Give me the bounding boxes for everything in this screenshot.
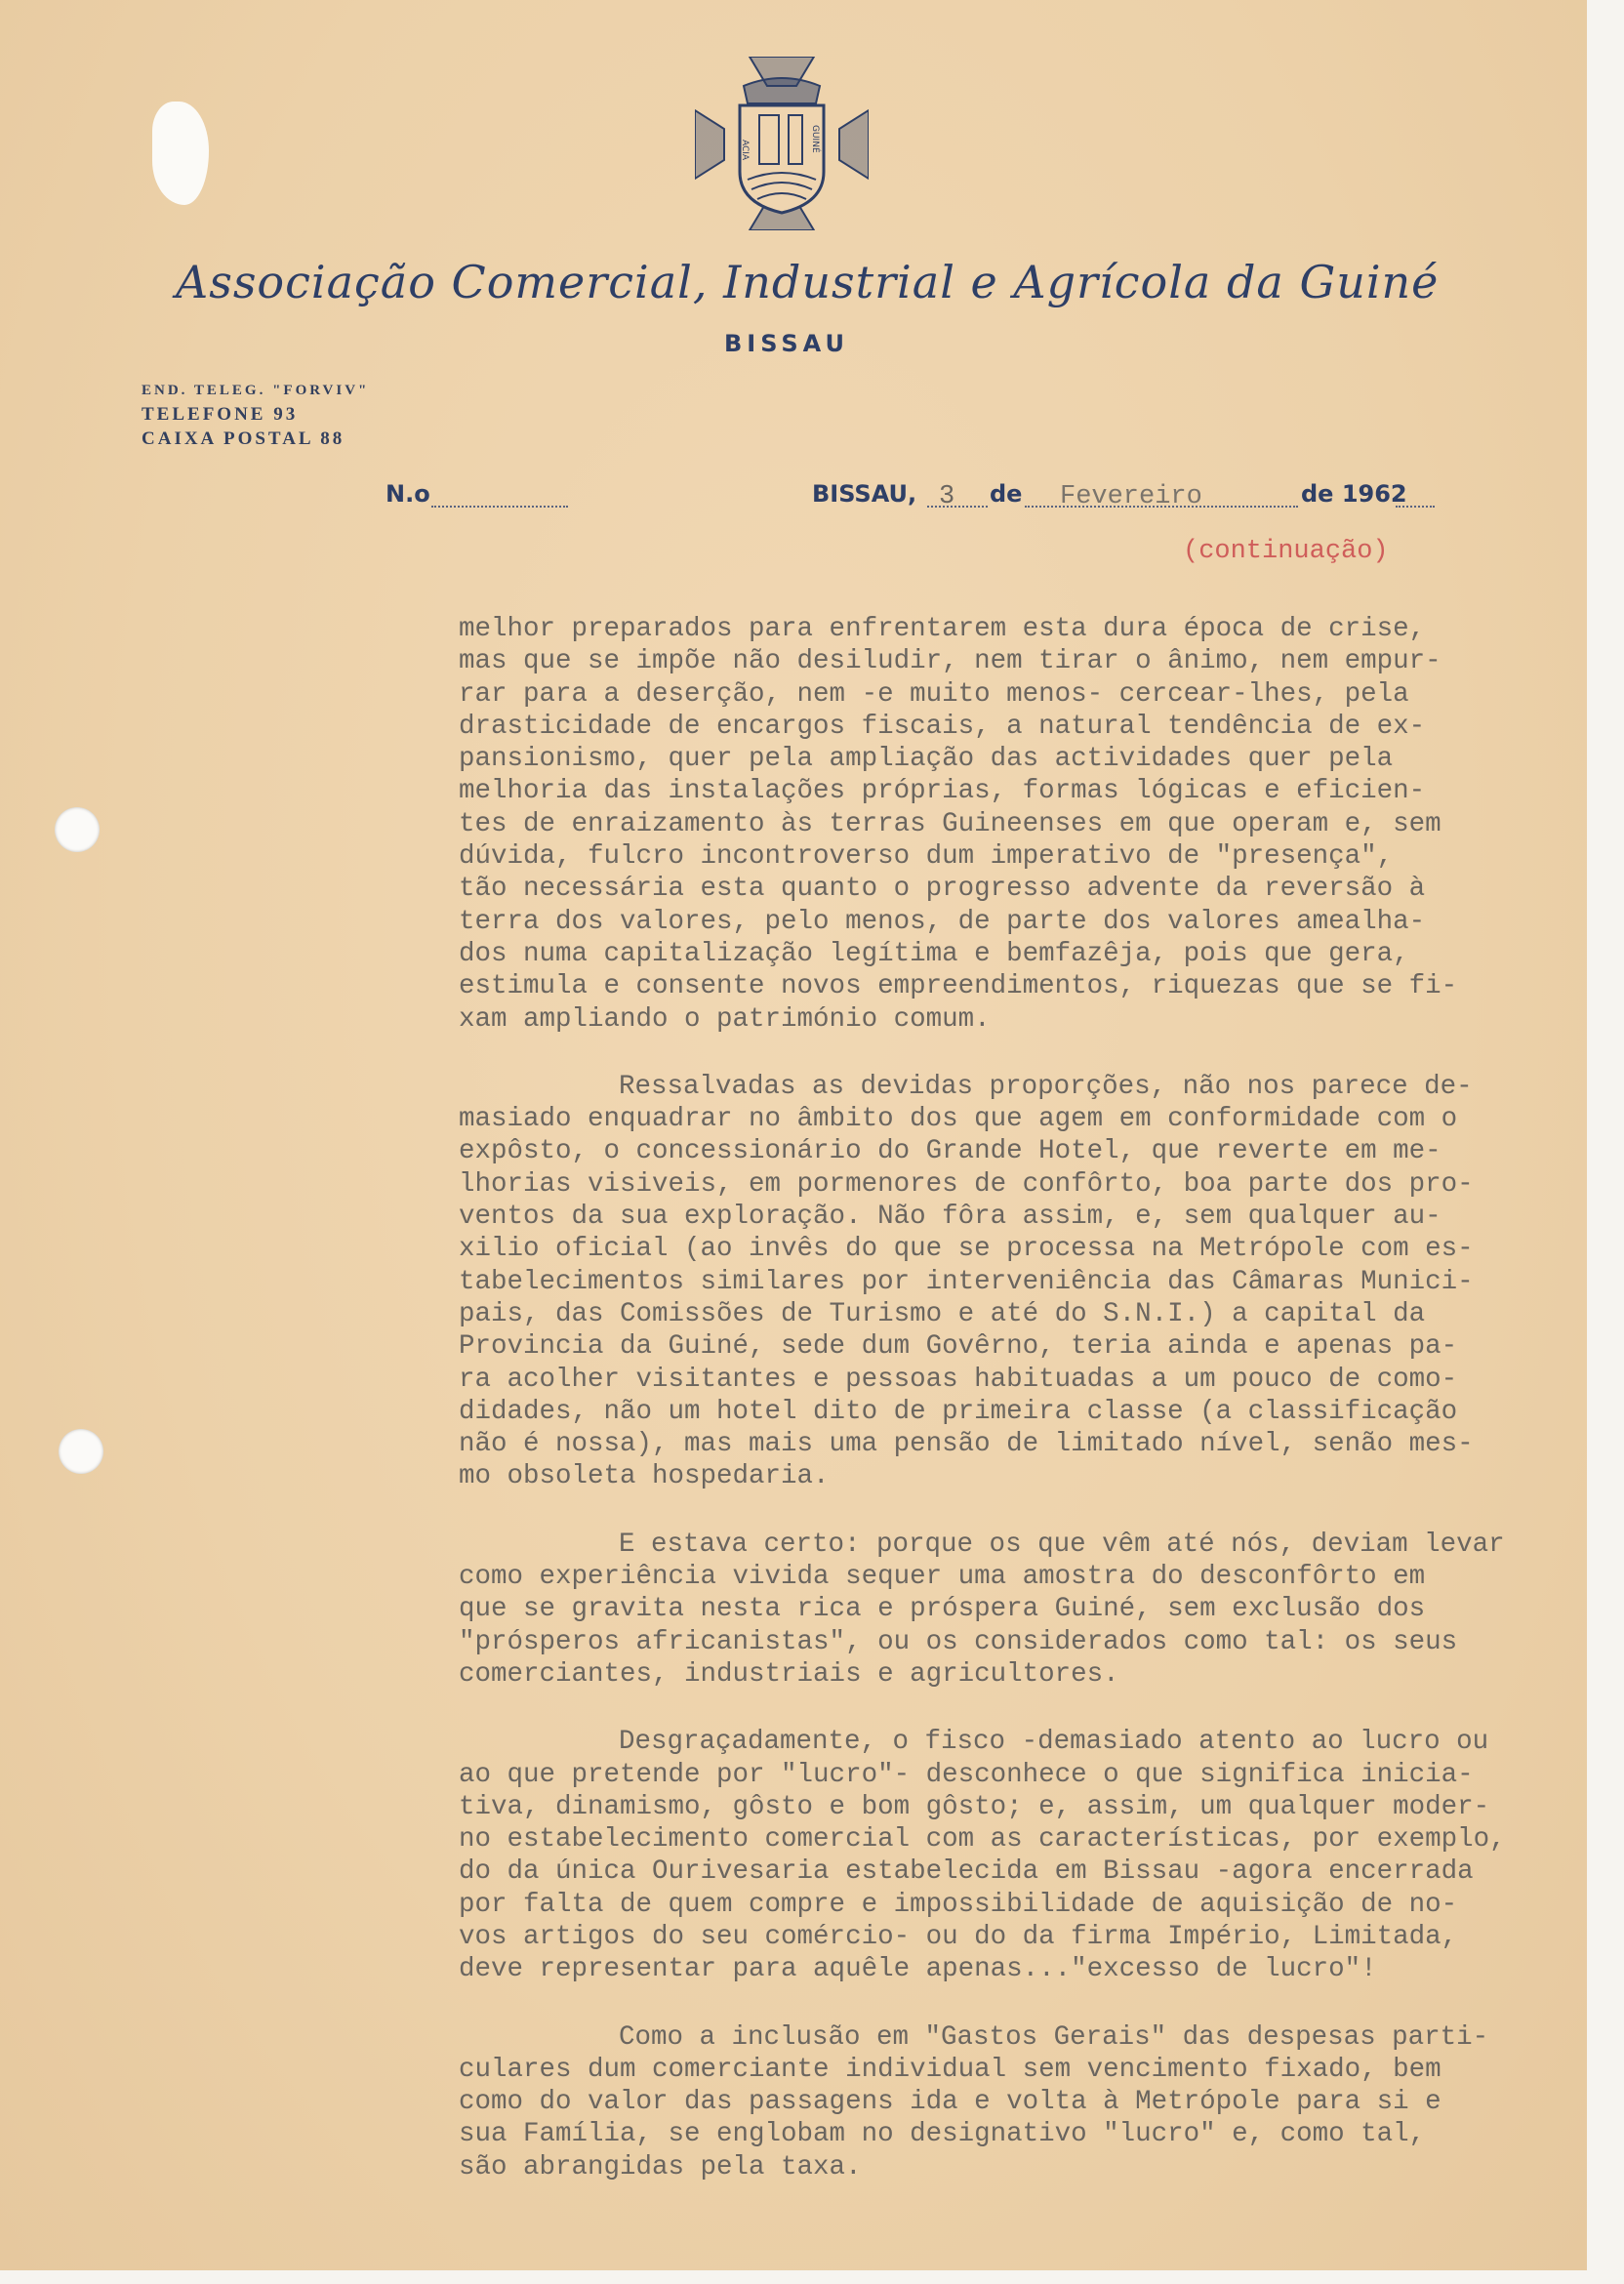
text-line: tão necessária esta quanto o progresso advente da reversão à xyxy=(459,874,1426,905)
text-line: "prósperos africanistas", ou os considerados como tal: os seus xyxy=(459,1626,1458,1657)
continuation-stamp: (continuação) xyxy=(1183,537,1389,566)
text-line: ao que pretende por "lucro"- desconhece o que significa inicia- xyxy=(459,1759,1474,1790)
text-line: do da única Ourivesaria estabelecida em Bissau -agora encerrada xyxy=(459,1856,1474,1888)
letter-body xyxy=(459,613,1581,2219)
date-month-line xyxy=(1025,506,1298,508)
text-line: como experiência vivida sequer uma amostra do desconfôrto em xyxy=(459,1562,1426,1593)
text-line: expôsto, o concessionário do Grande Hotel, que reverte em me- xyxy=(459,1136,1441,1167)
punch-hole-bottom xyxy=(59,1429,103,1474)
text-line: E estava certo: porque os que vêm até nós, deviam levar xyxy=(619,1529,1505,1560)
telephone: TELEFONE 93 xyxy=(142,404,299,425)
text-line: terra dos valores, pelo menos, de parte dos valores amealha- xyxy=(459,906,1426,937)
scan-margin-right xyxy=(1587,0,1624,2284)
telegraph-address: END. TELEG. "FORVIV" xyxy=(142,383,370,398)
text-line: dúvida, fulcro incontroverso dum imperativo de "presença", xyxy=(459,841,1394,873)
text-line: por falta de quem compre e impossibilidade de aquisição de no- xyxy=(459,1889,1458,1920)
text-line: são abrangidas pela taxa. xyxy=(459,2151,862,2182)
text-line: melhoria das instalações próprias, formas lógicas e eficien- xyxy=(459,776,1426,807)
text-line: sua Família, se englobam no designativo "lucro" e, como tal, xyxy=(459,2119,1426,2150)
reference-number-label: N.o xyxy=(386,480,430,508)
text-line: no estabelecimento comercial com as características, por exemplo, xyxy=(459,1824,1506,1856)
text-line: mo obsoleta hospedaria. xyxy=(459,1461,830,1492)
paragraph xyxy=(459,1529,1581,1691)
date-city: BISSAU, xyxy=(812,480,917,508)
po-box: CAIXA POSTAL 88 xyxy=(142,428,345,449)
text-line: melhor preparados para enfrentarem esta dura época de crise, xyxy=(459,614,1426,644)
text-line: estimula e consente novos empreendimentos, riquezas que se fi- xyxy=(459,971,1458,1002)
date-year-line xyxy=(1396,506,1435,508)
text-line: Provincia da Guiné, sede dum Govêrno, teria ainda e apenas pa- xyxy=(459,1331,1458,1363)
text-line: rar para a deserção, nem -e muito menos- cercear-lhes, pela xyxy=(459,678,1409,710)
text-line: pais, das Comissões de Turismo e até do S.N.I.) a capital da xyxy=(459,1298,1426,1329)
date-day-line xyxy=(927,506,988,508)
text-line: não é nossa), mas mais uma pensão de limitado nível, senão mes- xyxy=(459,1429,1474,1460)
text-line: didades, não um hotel dito de primeira classe (a classificação xyxy=(459,1396,1458,1427)
text-line: que se gravita nesta rica e próspera Guiné, sem exclusão dos xyxy=(459,1594,1426,1625)
text-line: xam ampliando o património comum. xyxy=(459,1003,991,1035)
crest-text-right: GUINÉ xyxy=(810,125,820,153)
text-line: xilio oficial (ao invês do que se processa na Metrópole com es- xyxy=(459,1234,1474,1265)
date-day: 3 xyxy=(939,482,955,511)
organization-name: Associação Comercial, Industrial e Agrícola da Guiné xyxy=(176,256,1440,308)
text-line: pansionismo, quer pela ampliação das actividades quer pela xyxy=(459,744,1394,775)
paragraph xyxy=(459,1071,1581,1493)
text-line: drasticidade de encargos fiscais, a natural tendência de ex- xyxy=(459,711,1426,742)
date-month: Fevereiro xyxy=(1060,482,1202,511)
text-line: ra acolher visitantes e pessoas habituadas a um pouco de como- xyxy=(459,1364,1458,1395)
text-line: masiado enquadrar no âmbito dos que agem em conformidade com o xyxy=(459,1104,1458,1135)
text-line: como do valor das passagens ida e volta à Metrópole para si e xyxy=(459,2087,1441,2118)
text-line: Desgraçadamente, o fisco -demasiado atento ao lucro ou xyxy=(619,1727,1489,1758)
text-line: mas que se impõe não desiludir, nem tirar o ânimo, nem empur- xyxy=(459,646,1441,677)
text-line: tiva, dinamismo, gôsto e bom gôsto; e, assim, um qualquer moder- xyxy=(459,1791,1490,1822)
paragraph xyxy=(459,613,1581,1036)
text-line: Ressalvadas as devidas proporções, não nos parece de- xyxy=(619,1071,1473,1102)
text-line: culares dum comerciante individual sem vencimento fixado, bem xyxy=(459,2054,1441,2085)
letterhead-city: BISSAU xyxy=(723,330,850,357)
text-line: ventos da sua exploração. Não fôra assim, e, sem qualquer au- xyxy=(459,1202,1441,1233)
date-de: de xyxy=(990,480,1023,508)
text-line: vos artigos do seu comércio- ou do da firma Império, Limitada, xyxy=(459,1921,1458,1952)
paragraph xyxy=(459,1726,1581,1985)
text-line: lhorias visiveis, em pormenores de confôrto, boa parte dos pro- xyxy=(459,1168,1474,1200)
text-line: dos numa capitalização legítima e bemfazêja, pois que gera, xyxy=(459,938,1409,969)
text-line: Como a inclusão em "Gastos Gerais" das despesas parti- xyxy=(619,2021,1489,2053)
text-line: comerciantes, industriais e agricultores. xyxy=(459,1658,1119,1690)
reference-number-field xyxy=(431,506,568,508)
crest-text-left: ACIA xyxy=(740,140,750,161)
date-year: de 1962 xyxy=(1301,480,1407,508)
punch-hole-top xyxy=(55,807,100,852)
paragraph xyxy=(459,2021,1581,2183)
text-line: deve representar para aquêle apenas..."excesso de lucro"! xyxy=(459,1954,1377,1985)
text-line: tes de enraizamento às terras Guineenses em que operam e, sem xyxy=(459,808,1441,839)
crest-logo-icon xyxy=(695,57,869,230)
text-line: tabelecimentos similares por interveniência das Câmaras Munici- xyxy=(459,1266,1474,1297)
scan-margin-bottom xyxy=(0,2270,1624,2284)
paper-tear xyxy=(152,102,209,205)
